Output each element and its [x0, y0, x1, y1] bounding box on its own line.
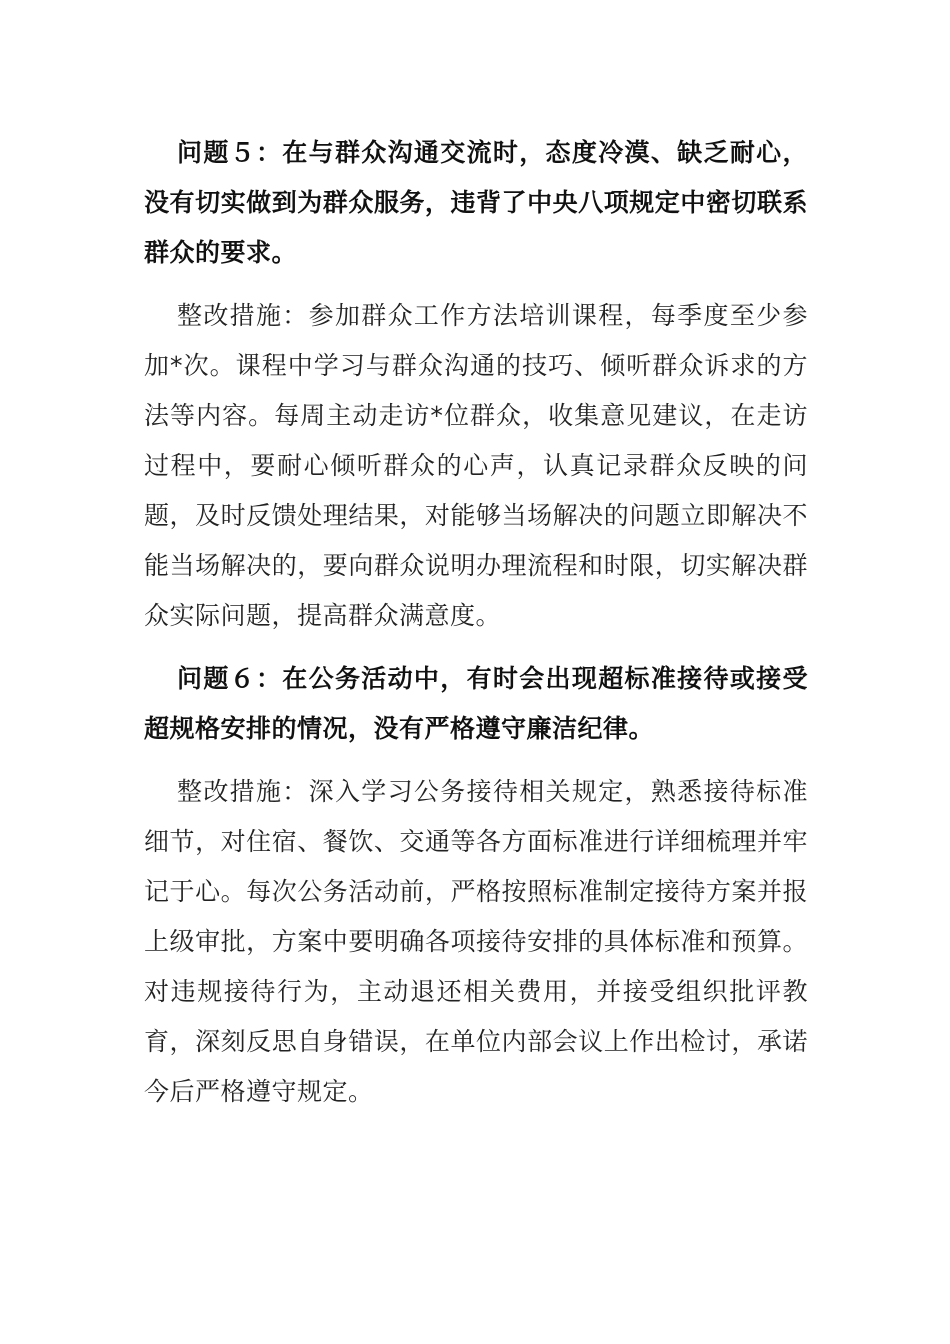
rectification-measures-6-paragraph: 整改措施：深入学习公务接待相关规定，熟悉接待标准细节，对住宿、餐饮、交通等各方面标准进行详细梳理并牢记于心。每次公务活动前，严格按照标准制定接待方案并报上级审批，方案中要明确各项接待安排的具体标准和预算。对违规接待行为，主动退还相关费用，并接受组织批评教育，深刻反思自身错误，在单位内部会议上作出检讨，承诺今后严格遵守规定。 [144, 777, 808, 1106]
issue-5-paragraph: 问题５：在与群众沟通交流时，态度冷漠、缺乏耐心，没有切实做到为群众服务，违背了中央八项规定中密切联系群众的要求。 [144, 138, 808, 267]
document-page [144, 128, 808, 1130]
issue-6-paragraph: 问题６：在公务活动中，有时会出现超标准接待或接受超规格安排的情况，没有严格遵守廉洁纪律。 [144, 664, 808, 743]
rectification-measures-5-paragraph: 整改措施：参加群众工作方法培训课程，每季度至少参加*次。课程中学习与群众沟通的技巧、倾听群众诉求的方法等内容。每周主动走访*位群众，收集意见建议，在走访过程中，要耐心倾听群众的心声，认真记录群众反映的问题，及时反馈处理结果，对能够当场解决的问题立即解决不能当场解决的，要向群众说明办理流程和时限，切实解决群众实际问题，提高群众满意度。 [144, 301, 808, 630]
